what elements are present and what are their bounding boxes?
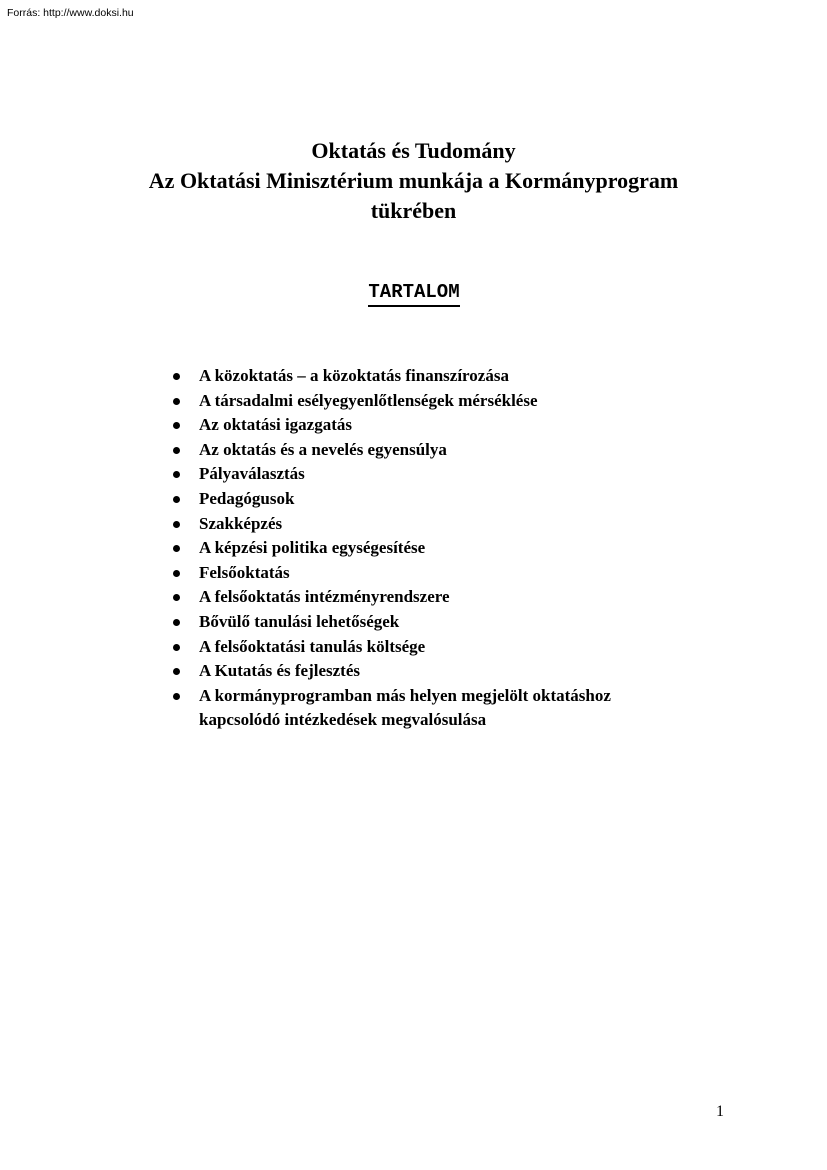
toc-item-label: A felsőoktatási tanulás költsége xyxy=(199,636,426,656)
toc-item xyxy=(170,659,690,684)
toc-heading xyxy=(0,280,827,307)
toc-item-label: A felsőoktatás intézményrendszere xyxy=(199,587,450,607)
toc-item-label: Felsőoktatás xyxy=(199,562,290,582)
toc-item-label: A társadalmi esélyegyenlőtlenségek mérséklése xyxy=(199,390,538,410)
toc-item xyxy=(170,536,690,561)
bullet-icon xyxy=(173,521,180,528)
bullet-icon xyxy=(173,619,180,626)
toc-item xyxy=(170,635,690,660)
bullet-icon xyxy=(173,693,180,700)
toc-item-label: Pedagógusok xyxy=(199,488,295,508)
toc-item-label: Az oktatási igazgatás xyxy=(199,415,352,435)
toc-item xyxy=(170,610,690,635)
toc-item xyxy=(170,389,690,414)
bullet-icon xyxy=(173,545,180,552)
bullet-icon xyxy=(173,471,180,478)
toc-item-label: Az oktatás és a nevelés egyensúlya xyxy=(199,439,447,459)
toc-item xyxy=(170,684,690,733)
toc-item-label: A kormányprogramban más helyen megjelölt oktatáshoz kapcsolódó intézkedések megvalósulása xyxy=(199,685,611,730)
toc-item xyxy=(170,413,690,438)
bullet-icon xyxy=(173,496,180,503)
toc-item xyxy=(170,585,690,610)
toc-item xyxy=(170,487,690,512)
toc-item xyxy=(170,438,690,463)
title-line-2: Az Oktatási Minisztérium munkája a Kormányprogram xyxy=(148,168,679,193)
bullet-icon xyxy=(173,644,180,651)
toc-item xyxy=(170,462,690,487)
bullet-icon xyxy=(173,570,180,577)
title-line-3: tükrében xyxy=(370,198,457,223)
toc-heading-text: TARTALOM xyxy=(368,280,459,307)
title-line-1: Oktatás és Tudomány xyxy=(311,138,516,163)
toc-item-label: Bővülő tanulási lehetőségek xyxy=(199,611,400,631)
bullet-icon xyxy=(173,668,180,675)
bullet-icon xyxy=(173,398,180,405)
toc-item-label: A közoktatás – a közoktatás finanszírozása xyxy=(199,366,509,385)
bullet-icon xyxy=(173,594,180,601)
bullet-icon xyxy=(173,373,180,380)
bullet-icon xyxy=(173,422,180,429)
toc-item xyxy=(170,512,690,537)
document-title xyxy=(0,136,827,226)
toc-item xyxy=(170,364,690,389)
bullet-icon xyxy=(173,447,180,454)
toc-item-label: Szakképzés xyxy=(199,513,283,533)
toc-item-label: A képzési politika egységesítése xyxy=(199,538,426,558)
toc-item-label: Pályaválasztás xyxy=(199,464,305,484)
toc-list xyxy=(170,364,690,733)
toc-item-label: A Kutatás és fejlesztés xyxy=(199,661,360,681)
toc-item xyxy=(170,561,690,586)
page-number: 1 xyxy=(716,1103,724,1120)
source-note: Forrás: http://www.doksi.hu xyxy=(7,7,134,19)
